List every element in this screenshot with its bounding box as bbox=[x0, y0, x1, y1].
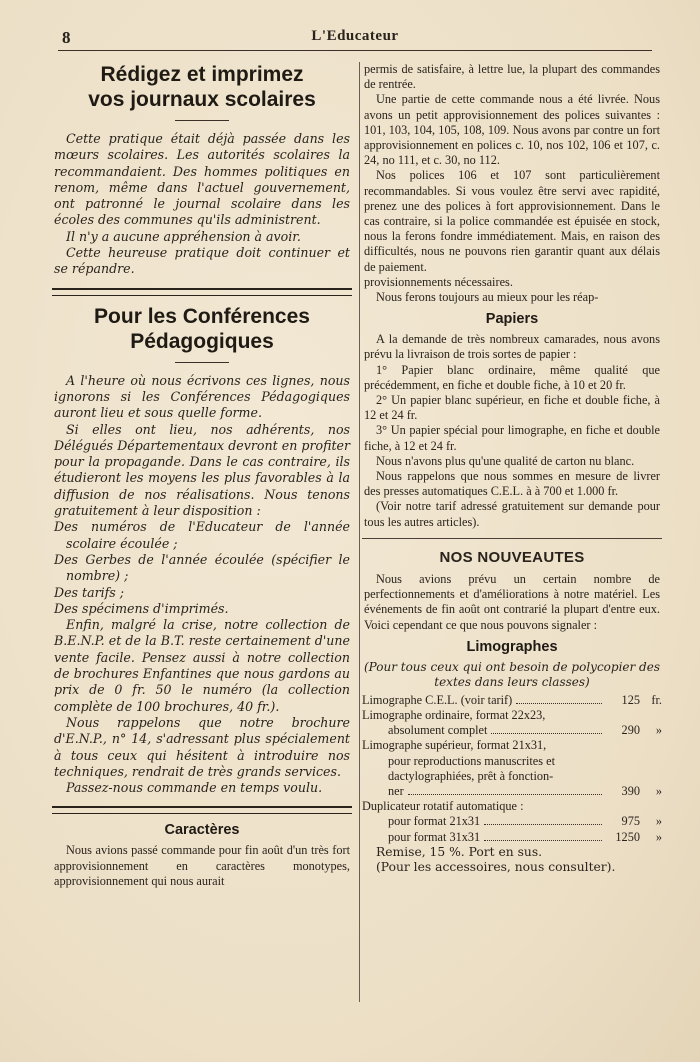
paragraph: Nous avions prévu un certain nombre de perfectionnements et d'améliorations à notre matériel. Les événements de fin août ont contrarié la plupart d'entre eux. Voici cependant ce que nous pouvons signaler : bbox=[364, 571, 660, 632]
list-item: Des numéros de l'Educateur de l'année scolaire écoulée ; bbox=[54, 519, 350, 551]
price-label: pour format 21x31 bbox=[388, 814, 481, 829]
paragraph: Une partie de cette commande nous a été livrée. Nous avons un petit approvisionnement des polices suivantes : 101, 103, 104, 105, 108, 109. Nous avons par contre un fort approvisionnement en polices c. 10, nos 102, 106 et 107, c. 24, no 111, et c. 30, no 112. bbox=[364, 92, 660, 168]
price-row bbox=[362, 814, 662, 829]
price-label: pour format 31x31 bbox=[388, 829, 481, 844]
title-underline bbox=[175, 120, 229, 121]
leader-dots bbox=[484, 840, 602, 841]
journal-name: L'Educateur bbox=[311, 28, 399, 44]
price-label: ner bbox=[388, 783, 404, 798]
paragraph: Nous rappelons que nous sommes en mesure de livrer des presses automatiques C.E.L. à à 700 et 1.000 fr. bbox=[364, 469, 660, 499]
column-divider bbox=[359, 62, 360, 1002]
article-title-conferences bbox=[52, 304, 352, 354]
paragraph: Si elles ont lieu, nos adhérents, nos Délégués Départementaux devront en profiter pour la propagande. Dans le cas contraire, ils étudieront les moyens les plus favorables à la diffusion de nos réalisations. Nous tenons gratuitement à leur disposition : bbox=[54, 421, 350, 519]
paragraph: Nous ferons toujours au mieux pour les réap- bbox=[376, 290, 599, 305]
header-rule bbox=[58, 50, 652, 51]
paragraph: Nous n'avons plus qu'une qualité de carton nu blanc. bbox=[376, 453, 635, 468]
price-unit: » bbox=[655, 814, 662, 829]
subheading-papiers: Papiers bbox=[485, 311, 539, 328]
price-label: Duplicateur rotatif automatique : bbox=[362, 799, 524, 814]
section-separator bbox=[362, 538, 662, 539]
paragraph: Passez-nous commande en temps voulu. bbox=[66, 780, 323, 796]
article-body-conferences bbox=[52, 373, 352, 797]
leader-dots bbox=[408, 794, 602, 795]
price-label: dactylographiées, prêt à fonction- bbox=[388, 768, 554, 783]
price-row bbox=[362, 754, 662, 769]
title-line: Pédagogiques bbox=[130, 329, 274, 353]
price-unit: » bbox=[655, 723, 662, 738]
limographes-note: (Pour tous ceux qui ont besoin de polycopier des textes dans leurs classes) bbox=[363, 659, 661, 689]
price-row bbox=[362, 708, 662, 723]
right-column bbox=[362, 62, 662, 1002]
paragraph: provisionnements nécessaires. bbox=[364, 274, 513, 289]
price-value: 1250 bbox=[615, 829, 640, 844]
price-row bbox=[362, 799, 662, 814]
price-value: 390 bbox=[621, 783, 640, 798]
paragraph: 2° Un papier blanc supérieur, en fiche et double fiche, à 12 et 24 fr. bbox=[364, 393, 660, 423]
price-row bbox=[362, 693, 662, 708]
price-label: Limographe C.E.L. (voir tarif) bbox=[362, 692, 513, 707]
price-row bbox=[362, 830, 662, 845]
subheading-caracteres: Caractères bbox=[164, 822, 240, 839]
paragraph: Nous rappelons que notre brochure d'E.N.P., n° 14, s'adressant plus spécialement à tous ceux qui hésitent à introduire nos techniques, rendrait de très grands services. bbox=[54, 714, 350, 779]
price-list bbox=[362, 693, 662, 845]
title-line: vos journaux scolaires bbox=[88, 88, 316, 111]
price-value: 125 bbox=[621, 692, 640, 707]
title-line: Pour les Conférences bbox=[94, 304, 310, 328]
paragraph: permis de satisfaire, à lettre lue, la plupart des commandes de rentrée. bbox=[364, 62, 660, 92]
paragraph: 1° Papier blanc ordinaire, même qualité que précédemment, en fiche et double fiche, à 10 et 20 fr. bbox=[364, 362, 660, 392]
paragraph: 3° Un papier spécial pour limographe, en fiche et double fiche, à 12 et 24 fr. bbox=[364, 423, 660, 453]
papiers-body bbox=[362, 332, 662, 530]
caracteres-continued bbox=[362, 62, 662, 305]
list-item: Des spécimens d'imprimés. bbox=[54, 600, 229, 616]
paragraph: (Voir notre tarif adressé gratuitement sur demande pour tous les autres articles). bbox=[364, 499, 660, 529]
accessoires-note: (Pour les accessoires, nous consulter). bbox=[376, 859, 616, 874]
paragraph: A la demande de très nombreux camarades, nous avons prévu la livraison de trois sortes de papier : bbox=[364, 332, 660, 362]
caracteres-body bbox=[52, 843, 352, 889]
left-column bbox=[52, 62, 352, 1002]
price-row bbox=[362, 723, 662, 738]
paragraph: Cette pratique était déjà passée dans les mœurs scolaires. Les autorités scolaires la recommandaient. Des hommes politiques en renom, même dans l'actuel gouvernement, ont patronné le journal scolaire dans les écoles des communes qu'ils administrent. bbox=[54, 131, 350, 228]
price-label: Limographe supérieur, format 21x31, bbox=[362, 738, 547, 753]
price-value: 975 bbox=[621, 814, 640, 829]
title-underline bbox=[175, 362, 229, 363]
price-unit: fr. bbox=[651, 692, 662, 707]
remise-note: Remise, 15 %. Port en sus. bbox=[376, 844, 543, 859]
nouveautes-body bbox=[362, 572, 662, 633]
title-line: Rédigez et imprimez bbox=[100, 63, 304, 86]
leader-dots bbox=[491, 733, 602, 734]
page-number: 8 bbox=[62, 28, 71, 47]
paragraph: Cette heureuse pratique doit continuer et se répandre. bbox=[54, 245, 350, 277]
price-unit: » bbox=[655, 829, 662, 844]
list-item: Des tarifs ; bbox=[54, 584, 125, 600]
paragraph: Enfin, malgré la crise, notre collection de B.E.N.P. et de la B.T. reste certainement d'une vente facile. Pensez aussi à notre collection de brochures Enfantines que nous gardons au prix de 0 fr. 50 le numéro (la collection complète de 100 brochures, 40 fr.). bbox=[54, 617, 350, 714]
price-row bbox=[362, 769, 662, 784]
nouveautes-title: NOS NOUVEAUTES bbox=[439, 548, 585, 566]
article-body-journaux bbox=[52, 131, 352, 278]
paragraph: Nos polices 106 et 107 sont particulièrement recommandables. Si vous voulez être servi avec rapidité, prenez une des polices à fort approvisionnement. Dans le cas contraire, si la police commandée est épuisée en stock, nous la ferons fondre immédiatement. Mais, en raison des difficultés, nous ne pouvons rien garantir quant aux délais de paiement. bbox=[364, 168, 660, 274]
section-separator bbox=[52, 806, 352, 814]
subheading-limographes: Limographes bbox=[466, 638, 558, 655]
paragraph: A l'heure où nous écrivons ces lignes, nous ignorons si les Conférences Pédagogiques auront lieu et sous quelle forme. bbox=[54, 372, 350, 421]
section-separator bbox=[52, 288, 352, 296]
price-value: 290 bbox=[621, 723, 640, 738]
price-unit: » bbox=[655, 783, 662, 798]
price-label: absolument complet bbox=[388, 723, 488, 738]
article-title-journaux bbox=[52, 62, 352, 112]
leader-dots bbox=[516, 703, 602, 704]
price-row bbox=[362, 738, 662, 753]
paragraph: Nous avions passé commande pour fin août d'un très fort approvisionnement en caractères monotypes, approvisionnement qui nous aurait bbox=[54, 843, 350, 888]
list-item: Des Gerbes de l'année écoulée (spécifier le nombre) ; bbox=[54, 551, 350, 584]
page-header bbox=[58, 28, 652, 48]
paragraph: Il n'y a aucune appréhension à avoir. bbox=[66, 228, 301, 244]
price-row bbox=[362, 784, 662, 799]
price-label: Limographe ordinaire, format 22x23, bbox=[362, 707, 546, 722]
price-label: pour reproductions manuscrites et bbox=[388, 753, 555, 768]
leader-dots bbox=[484, 824, 602, 825]
